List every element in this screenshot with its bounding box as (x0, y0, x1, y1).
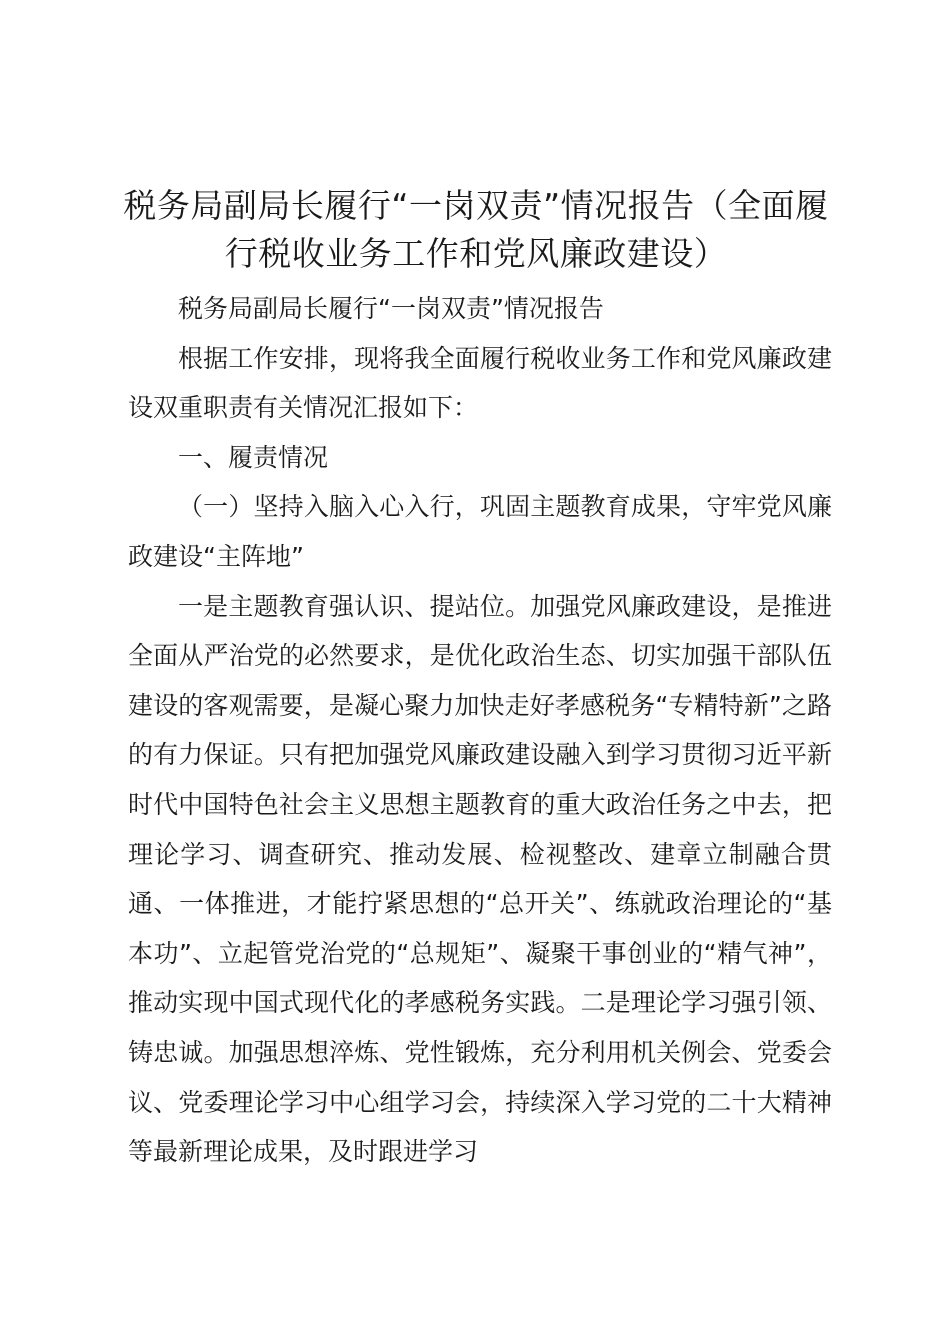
section-heading: 一、履责情况 (178, 442, 329, 472)
subsection-heading: （一）坚持入脑入心入行，巩固主题教育成果，守牢党风廉政建设“主阵地” (128, 492, 832, 571)
intro-paragraph: 根据工作安排，现将我全面履行税收业务工作和党风廉政建设双重职责有关情况汇报如下： (128, 343, 832, 423)
document-body (128, 284, 832, 1177)
document-title: 税务局副局长履行“一岗双责”情况报告（全面履行税收业务工作和党风廉政建设） (123, 186, 829, 273)
document-subtitle: 税务局副局长履行“一岗双责”情况报告 (178, 294, 604, 323)
body-paragraph: 一是主题教育强认识、提站位。加强党风廉政建设，是推进全面从严治党的必然要求，是优化政治生态、切实加强干部队伍建设的客观需要，是凝心聚力加快走好孝感税务“专精特新”之路的有力保证。只有把加强党风廉政建设融入到学习贯彻习近平新时代中国特色社会主义思想主题教育的重大政治任务之中去，把理论学习、调查研究、推动发展、检视整改、建章立制融合贯通、一体推进，才能拧紧思想的“总开关”、练就政治理论的“基本功”、立起管党治党的“总规矩”、凝聚干事创业的“精气神”，推动实现中国式现代化的孝感税务实践。二是理论学习强引领、铸忠诚。加强思想淬炼、党性锻炼，充分利用机关例会、党委会议、党委理论学习中心组学习会，持续深入学习党的二十大精神等最新理论成果，及时跟进学习 (128, 591, 832, 1167)
